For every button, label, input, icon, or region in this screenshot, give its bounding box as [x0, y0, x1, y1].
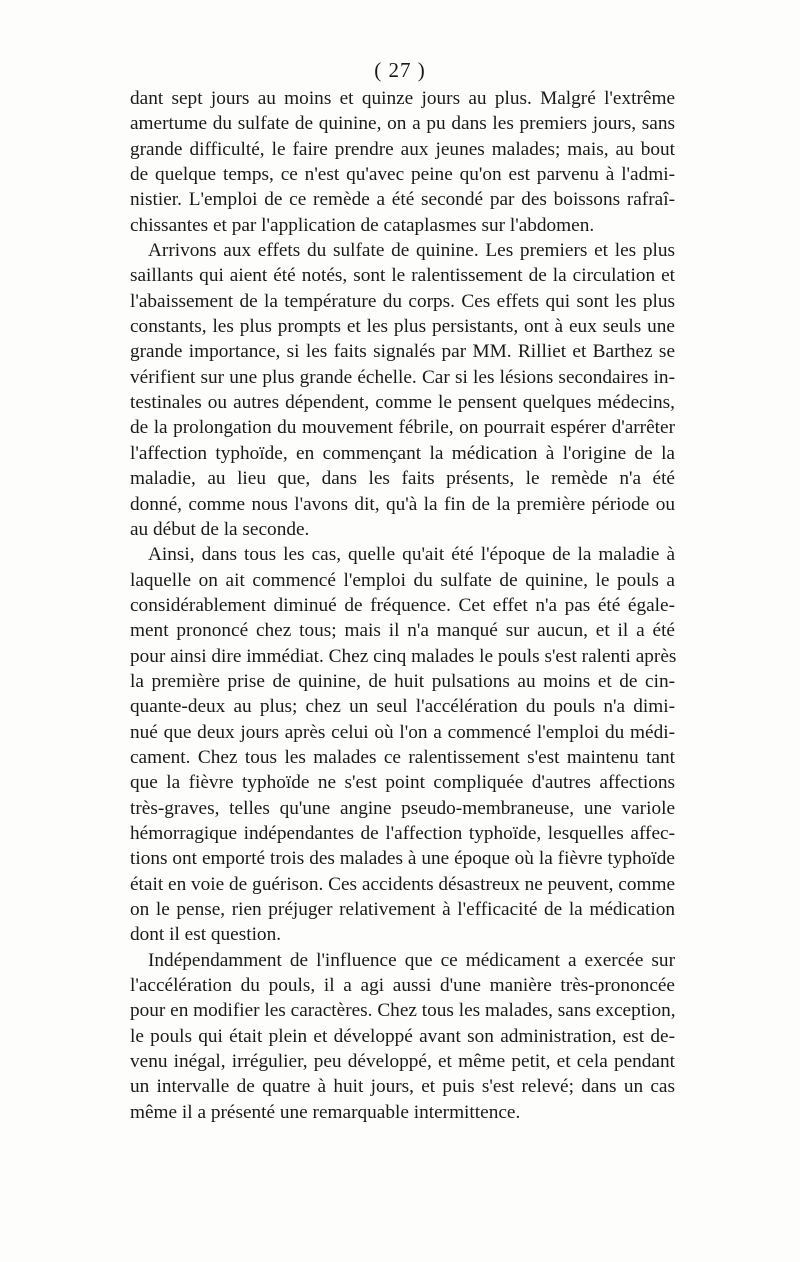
text-line: très-graves, telles qu'une angine pseudo-membraneuse, une variole: [130, 797, 675, 819]
text-line: grande importance, si les faits signalés par MM. Rilliet et Barthez se: [130, 341, 675, 363]
text-line: cament. Chez tous les malades ce ralentissement s'est maintenu tant: [130, 746, 675, 768]
text-line: au début de la seconde.: [130, 518, 310, 540]
text-line: pour en modifier les caractères. Chez tous les malades, sans exception,: [130, 1000, 676, 1022]
text-line: laquelle on ait commencé l'emploi du sulfate de quinine, le pouls a: [130, 569, 675, 591]
text-line: de quelque temps, ce n'est qu'avec peine qu'on est parvenu à l'admi-: [130, 164, 675, 186]
text-line: même il a présenté une remarquable intermittence.: [130, 1101, 521, 1123]
text-line: venu inégal, irrégulier, peu développé, et même petit, et cela pendant: [130, 1051, 675, 1073]
text-line: le pouls qui était plein et développé avant son administration, est de-: [130, 1025, 675, 1047]
text-line: saillants qui aient été notés, sont le ralentissement de la circulation et: [130, 265, 675, 287]
text-line: tions ont emporté trois des malades à une époque où la fièvre typhoïde: [130, 848, 675, 870]
text-line: ment prononcé chez tous; mais il n'a manqué sur aucun, et il a été: [130, 620, 675, 642]
text-line: Indépendamment de l'influence que ce médicament a exercée sur: [148, 949, 675, 971]
text-line: on le pense, rien préjuger relativement à l'efficacité de la médication: [130, 899, 675, 920]
text-line: amertume du sulfate de quinine, on a pu dans les premiers jours, sans: [130, 113, 675, 135]
text-line: Arrivons aux effets du sulfate de quinine. Les premiers et les plus: [148, 240, 675, 262]
text-line: quante-deux au plus; chez un seul l'accélération du pouls n'a dimi-: [130, 696, 675, 718]
text-line: constants, les plus prompts et les plus persistants, ont à eux seuls une: [130, 316, 675, 338]
text-line: vérifient sur une plus grande échelle. Car si les lésions secondaires in-: [130, 366, 675, 388]
text-line: Ainsi, dans tous les cas, quelle qu'ait été l'époque de la maladie à: [148, 544, 675, 566]
text-line: chissantes et par l'application de cataplasmes sur l'abdomen.: [130, 214, 595, 236]
body-text: [130, 86, 675, 1125]
text-line: dant sept jours au moins et quinze jours au plus. Malgré l'extrême: [130, 88, 675, 109]
text-line: dont il est question.: [130, 924, 282, 946]
text-line: que la fièvre typhoïde ne s'est point compliquée d'autres affections: [130, 772, 675, 794]
text-line: de la prolongation du mouvement fébrile, on pourrait espérer d'arrêter: [130, 417, 675, 439]
text-line: nistier. L'emploi de ce remède a été secondé par des boissons rafraî-: [130, 189, 675, 211]
paragraph-1: [130, 86, 675, 238]
text-line: nué que deux jours après celui où l'on a commencé l'emploi du médi-: [130, 721, 675, 743]
text-line: l'abaissement de la température du corps. Ces effets qui sont les plus: [130, 290, 675, 312]
text-line: l'affection typhoïde, en commençant la médication à l'origine de la: [130, 442, 675, 464]
text-line: la première prise de quinine, de huit pulsations au moins et de cin-: [130, 670, 675, 692]
text-line: grande difficulté, le faire prendre aux jeunes malades; mais, au bout: [130, 138, 675, 160]
text-line: un intervalle de quatre à huit jours, et puis s'est relevé; dans un cas: [130, 1076, 675, 1098]
text-line: était en voie de guérison. Ces accidents désastreux ne peuvent, comme: [130, 873, 676, 895]
page-number: ( 27 ): [374, 58, 426, 82]
text-line: l'accélération du pouls, il a agi aussi d'une manière très-prononcée: [130, 975, 675, 997]
paragraph-3: [130, 542, 675, 948]
paragraph-2: [130, 238, 675, 542]
text-line: hémorragique indépendantes de l'affection typhoïde, lesquelles affec-: [130, 822, 675, 844]
paragraph-4: [130, 948, 675, 1125]
text-line: considérablement diminué de fréquence. Cet effet n'a pas été égale-: [130, 594, 675, 616]
text-line: maladie, au lieu que, dans les faits présents, le remède n'a été: [130, 468, 675, 490]
text-line: testinales ou autres dépendent, comme le pensent quelques médecins,: [130, 392, 675, 414]
text-line: pour ainsi dire immédiat. Chez cinq malades le pouls s'est ralenti après: [130, 645, 677, 667]
text-line: donné, comme nous l'avons dit, qu'à la fin de la première période ou: [130, 493, 675, 515]
